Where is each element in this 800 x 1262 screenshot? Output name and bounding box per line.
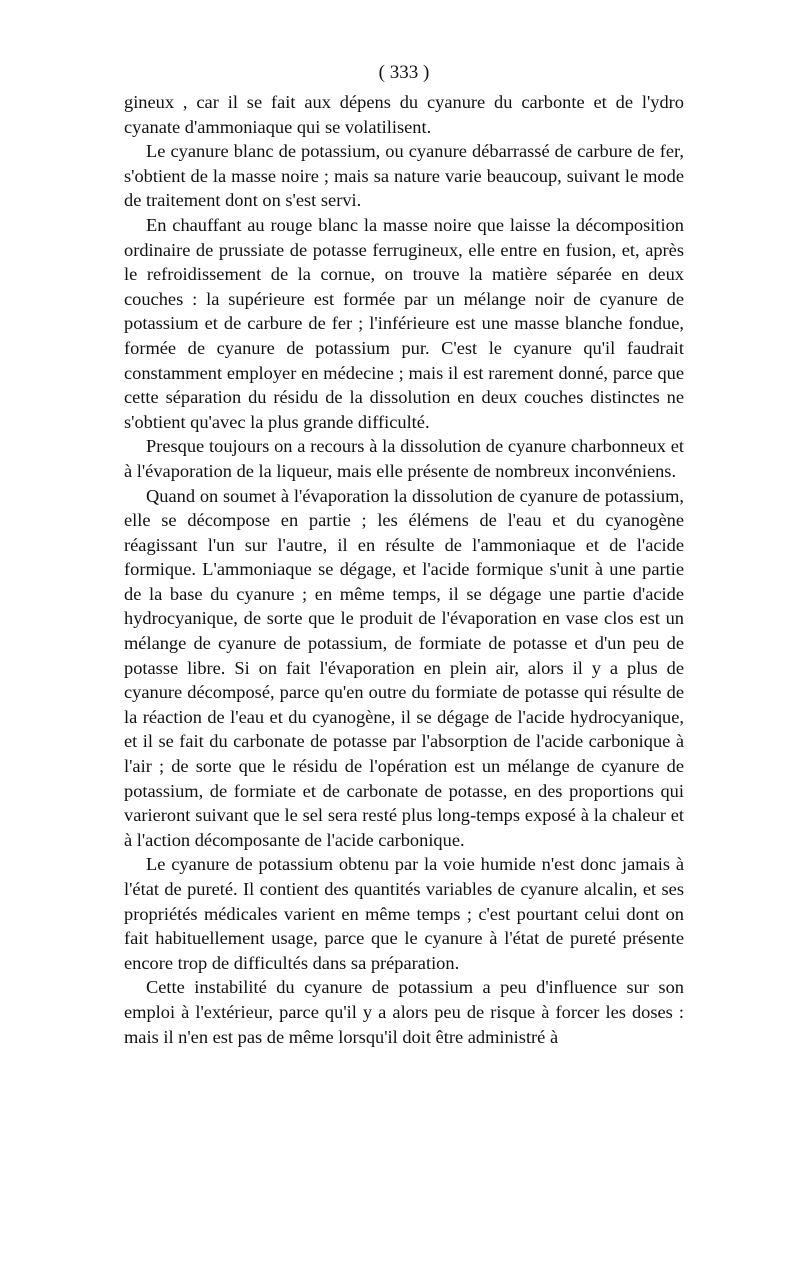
paragraph-4: Presque toujours on a recours à la dissolution de cyanure charbonneux et à l'évaporation de la liqueur, mais elle présente de nombreux inconvéniens.	[124, 436, 684, 481]
paragraph-2: Le cyanure blanc de potassium, ou cyanure débarrassé de carbure de fer, s'obtient de la masse noire ; mais sa nature varie beaucoup, suivant le mode de traitement dont on s'est servi.	[124, 141, 684, 211]
page-number: ( 333 )	[378, 62, 430, 83]
paragraph-7: Cette instabilité du cyanure de potassium a peu d'influence sur son emploi à l'extérieur, parce qu'il y a alors peu de risque à forcer les doses : mais il n'en est pas de même lorsqu'il doit être administré à	[124, 977, 684, 1047]
paragraph-5: Quand on soumet à l'évaporation la dissolution de cyanure de potassium, elle se décompose en partie ; les élémens de l'eau et du cyanogène réagissant l'un sur l'autre, il en résulte de l'ammoniaque et de l'acide formique. L'ammoniaque se dégage, et l'acide formique s'unit à une partie de la base du cyanure ; en même temps, il se dégage une partie d'acide hydrocyanique, de sorte que le produit de l'évaporation en vase clos est un mélange de cyanure de potassium, de formiate de potasse et d'un peu de potasse libre. Si on fait l'évaporation en plein air, alors il y a plus de cyanure décomposé, parce qu'en outre du formiate de potasse qui résulte de la réaction de l'eau et du cyanogène, il se dégage de l'acide hydrocyanique, et il se fait du carbonate de potasse par l'absorption de l'acide carbonique à l'air ; de sorte que le résidu de l'opération est un mélange de cyanure de potassium, de formiate et de carbonate de potasse, en des proportions qui varieront suivant que le sel sera resté plus long-temps exposé à la chaleur et à l'action décomposante de l'acide carbonique.	[124, 485, 684, 850]
book-page	[124, 58, 684, 1049]
paragraph-3: En chauffant au rouge blanc la masse noire que laisse la décomposition ordinaire de prussiate de potasse ferrugineux, elle entre en fusion, et, après le refroidissement de la cornue, on trouve la matière séparée en deux couches : la supérieure est formée par un mélange noir de cyanure de potassium et de carbure de fer ; l'inférieure est une masse blanche fondue, formée de cyanure de potassium pur. C'est le cyanure qu'il faudrait constamment employer en médecine ; mais il est rarement donné, parce que cette séparation du résidu de la dissolution en deux couches distinctes ne s'obtient qu'avec la plus grande difficulté.	[124, 214, 684, 432]
paragraph-6: Le cyanure de potassium obtenu par la voie humide n'est donc jamais à l'état de pureté. Il contient des quantités variables de cyanure alcalin, et ses propriétés médicales varient en même temps ; c'est pourtant celui dont on fait habituellement usage, parce que le cyanure à l'état de pureté présente encore trop de difficultés dans sa préparation.	[124, 854, 684, 973]
paragraph-1: gineux , car il se fait aux dépens du cyanure du carbonte et de l'ydro cyanate d'ammoniaque qui se volatilisent.	[124, 92, 684, 137]
